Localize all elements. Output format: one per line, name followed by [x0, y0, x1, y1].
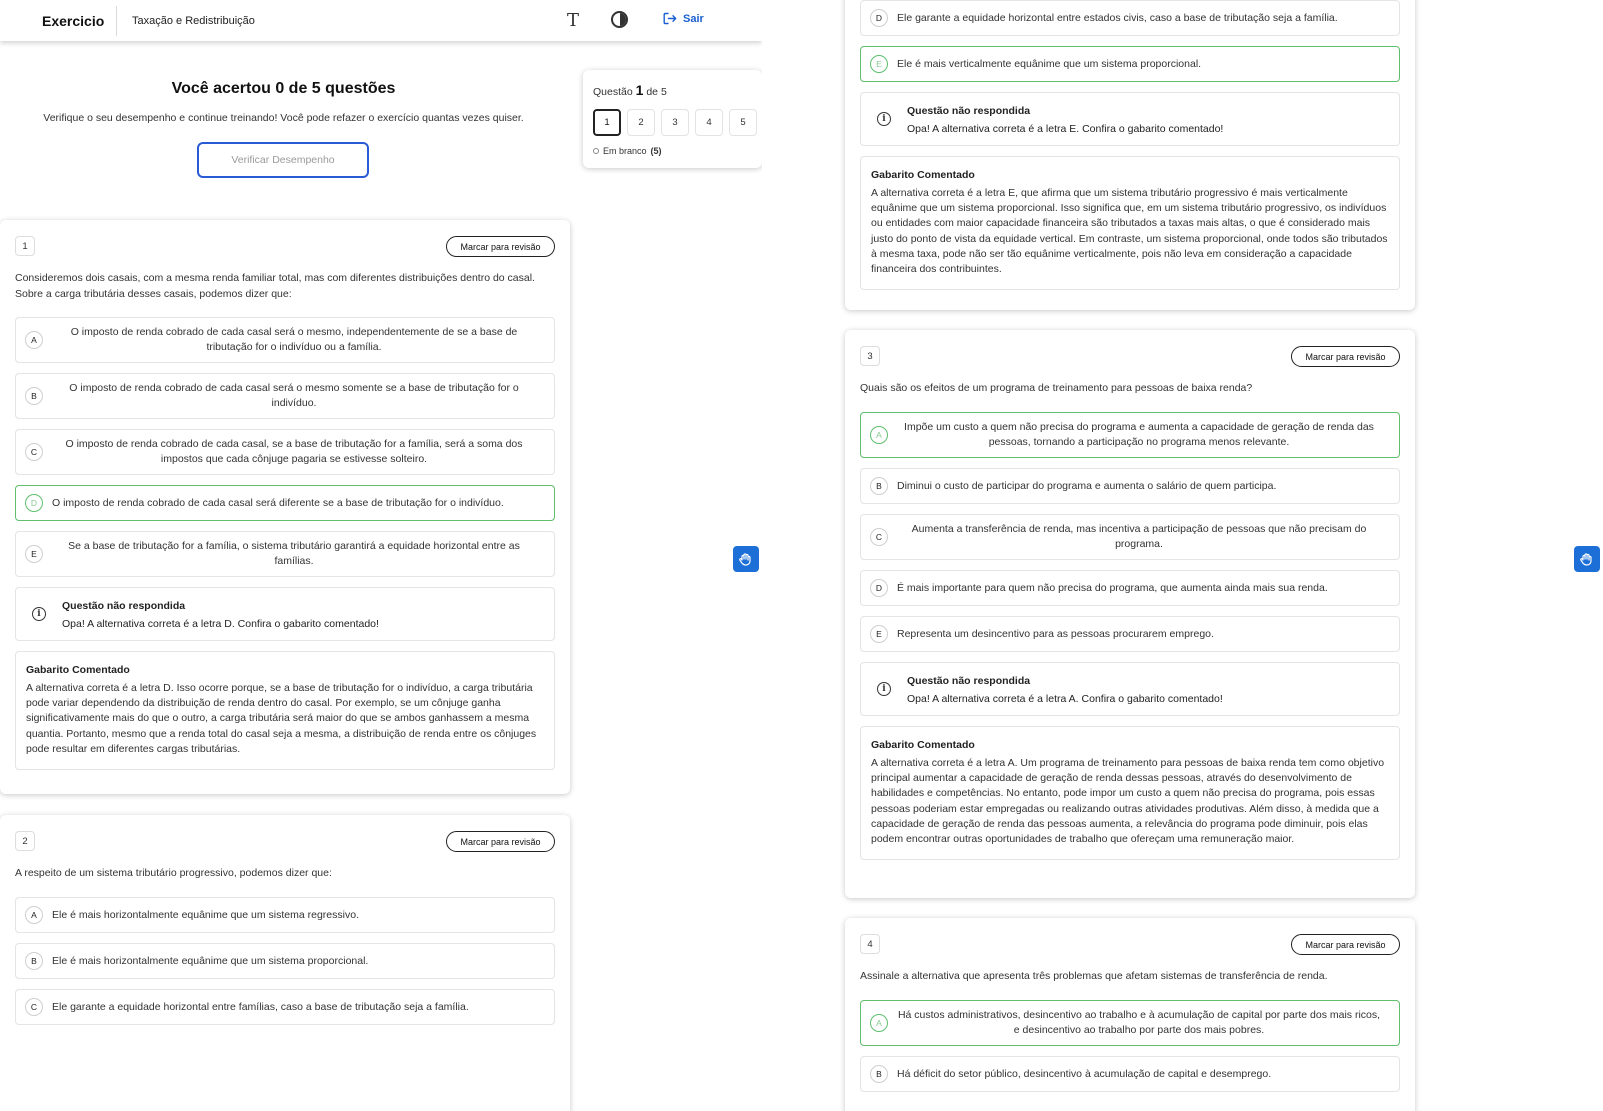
notice-title: Questão não respondida	[62, 600, 186, 612]
vlibras-hand-icon[interactable]	[733, 546, 759, 572]
question-card-2-continued	[845, 0, 1415, 310]
vlibras-hand-icon[interactable]	[1574, 546, 1600, 572]
option-text: O imposto de renda cobrado de cada casal, se a base de tributação for a família, será a soma dos impostos que cada cônjuge pagaria se estivesse solteiro.	[65, 438, 523, 465]
options-list	[860, 1000, 1400, 1092]
option-text: O imposto de renda cobrado de cada casal será diferente se a base de tributação for o indivíduo.	[52, 496, 504, 509]
option-letter: C	[870, 528, 888, 546]
result-subtitle: Verifique o seu desempenho e continue treinando! Você pode refazer o exercício quantas vezes quiser.	[43, 112, 524, 124]
explanation-text: A alternativa correta é a letra D. Isso ocorre porque, se a base de tributação for o indivíduo, a carga tributária pode variar dependendo da distribuição de renda dentro do casal. Por exemplo, se um cônjuge ganha significativamente mais do que o outro, a carga tributária será maior do que se ambos ganhassem a mesma quantia. Portanto, mesmo que a renda total do casal seja a mesma, a distribuição de renda entre os cônjuges pode resultar em diferentes cargas tributárias.	[26, 682, 537, 755]
option-a-correct[interactable]	[860, 412, 1400, 458]
exit-button[interactable]	[663, 12, 704, 25]
navigator-title	[593, 82, 667, 98]
option-a[interactable]	[15, 317, 555, 363]
legend-label: Em branco	[603, 146, 647, 156]
mark-for-review-button[interactable]: Marcar para revisão	[446, 831, 555, 852]
option-c[interactable]	[860, 514, 1400, 560]
option-b[interactable]	[15, 373, 555, 419]
option-c[interactable]	[15, 429, 555, 475]
option-text: Ele é mais horizontalmente equânime que um sistema proporcional.	[52, 954, 369, 967]
left-panel	[0, 0, 762, 1111]
answer-explanation	[860, 156, 1400, 290]
option-e[interactable]	[15, 531, 555, 577]
explanation-title: Gabarito Comentado	[871, 739, 975, 751]
question-number: 1	[15, 236, 35, 256]
option-text: Ele garante a equidade horizontal entre estados civis, caso a base de tributação seja a família.	[897, 11, 1338, 24]
question-statement: Consideremos dois casais, com a mesma renda familiar total, mas com diferentes distribuições dentro do casal. Sobre a carga tributária desses casais, podemos dizer que:	[15, 272, 535, 300]
option-c[interactable]	[15, 989, 555, 1025]
option-d[interactable]	[860, 570, 1400, 606]
option-text: Ele garante a equidade horizontal entre famílias, caso a base de tributação seja a família.	[52, 1000, 469, 1013]
legend-count: (5)	[650, 146, 662, 156]
mark-for-review-button[interactable]: Marcar para revisão	[1291, 346, 1400, 367]
option-letter: D	[870, 9, 888, 27]
notice-text: Opa! A alternativa correta é a letra A. Confira o gabarito comentado!	[907, 693, 1223, 705]
option-text: Representa um desincentivo para as pessoas procurarem emprego.	[897, 627, 1214, 640]
answer-explanation	[860, 726, 1400, 860]
option-d[interactable]	[860, 0, 1400, 36]
options-list	[15, 897, 555, 1025]
navigator-buttons	[593, 109, 757, 136]
option-letter: A	[25, 906, 43, 924]
explanation-title: Gabarito Comentado	[26, 664, 130, 676]
question-number: 2	[15, 831, 35, 851]
hand-glyph	[1579, 551, 1595, 567]
mark-for-review-button[interactable]: Marcar para revisão	[1291, 934, 1400, 955]
verify-performance-button[interactable]: Verificar Desempenho	[197, 142, 369, 178]
empty-circle-icon	[593, 148, 599, 154]
option-text: Há custos administrativos, desincentivo ao trabalho e à acumulação de capital por parte dos mais ricos, e desincentivo ao trabalho por parte dos mais pobres.	[897, 1009, 1381, 1036]
question-statement: A respeito de um sistema tributário progressivo, podemos dizer que:	[15, 867, 332, 879]
top-navbar	[0, 0, 762, 41]
question-statement: Assinale a alternativa que apresenta três problemas que afetam sistemas de transferência de renda.	[860, 970, 1328, 982]
mark-for-review-button[interactable]: Marcar para revisão	[446, 236, 555, 257]
option-text: O imposto de renda cobrado de cada casal será o mesmo, independentemente de se a base de tributação for o indivíduo ou a família.	[70, 326, 518, 353]
nav-question-3[interactable]: 3	[661, 109, 689, 136]
option-b[interactable]	[15, 943, 555, 979]
question-card-1	[0, 220, 570, 794]
option-text: Ele é mais horizontalmente equânime que um sistema regressivo.	[52, 908, 359, 921]
option-text: Há déficit do setor público, desincentivo à acumulação de capital e desemprego.	[897, 1067, 1272, 1080]
option-letter: E	[25, 545, 43, 563]
brand-title[interactable]: Exercicio	[42, 12, 105, 29]
question-navigator	[583, 70, 762, 168]
info-icon: i	[877, 112, 891, 126]
option-b[interactable]	[860, 1056, 1400, 1092]
option-letter: A	[25, 331, 43, 349]
exit-label: Sair	[683, 12, 704, 25]
explanation-text: A alternativa correta é a letra E, que afirma que um sistema tributário progressivo é mais verticalmente equânime que um sistema proporcional. Isso significa que, em um sistema tributário progressivo, os indivíduos ou entidades com maior capacidade financeira são tributados a taxas mais altas, o que é considerado mais justo do ponto de vista da equidade vertical. Em contraste, um sistema proporcional, onde todos são tributados à mesma taxa, pode não ser tão equânime verticalmente, pois não leva em consideração a capacidade financeira dos contribuintes.	[871, 187, 1388, 276]
nav-question-1[interactable]: 1	[593, 109, 621, 136]
navigator-legend	[593, 146, 662, 156]
option-letter: D	[870, 579, 888, 597]
navigator-current: 1	[635, 82, 644, 98]
course-title: Taxação e Redistribuição	[132, 14, 255, 27]
option-letter: B	[870, 477, 888, 495]
hand-glyph	[738, 551, 754, 567]
text-size-icon[interactable]: T	[567, 10, 580, 31]
logout-icon	[663, 12, 677, 25]
unanswered-notice	[860, 662, 1400, 716]
contrast-icon[interactable]	[611, 11, 628, 28]
navigator-suffix: de 5	[646, 86, 667, 98]
option-a[interactable]	[15, 897, 555, 933]
options-list	[860, 412, 1400, 860]
notice-text: Opa! A alternativa correta é a letra D. Confira o gabarito comentado!	[62, 618, 379, 630]
nav-question-4[interactable]: 4	[695, 109, 723, 136]
question-statement: Quais são os efeitos de um programa de treinamento para pessoas de baixa renda?	[860, 382, 1253, 394]
info-icon: i	[32, 607, 46, 621]
option-text: É mais importante para quem não precisa do programa, que aumenta ainda mais sua renda.	[897, 581, 1328, 594]
option-letter: E	[870, 55, 888, 73]
option-letter: C	[25, 443, 43, 461]
option-letter: D	[25, 494, 43, 512]
option-text: O imposto de renda cobrado de cada casal será o mesmo somente se a base de tributação for o indivíduo.	[69, 382, 519, 409]
question-number: 4	[860, 934, 880, 954]
option-e-correct[interactable]	[860, 46, 1400, 82]
nav-question-5[interactable]: 5	[729, 109, 757, 136]
option-text: Diminui o custo de participar do programa e aumenta o salário de quem participa.	[897, 479, 1277, 492]
option-text: Ele é mais verticalmente equânime que um sistema proporcional.	[897, 57, 1202, 70]
explanation-title: Gabarito Comentado	[871, 169, 975, 181]
option-letter: B	[870, 1065, 888, 1083]
option-letter: E	[870, 625, 888, 643]
option-d-correct[interactable]	[15, 485, 555, 521]
option-text: Se a base de tributação for a família, o sistema tributário garantirá a equidade horizontal entre as famílias.	[68, 540, 520, 567]
info-icon: i	[877, 682, 891, 696]
header-divider	[116, 6, 117, 36]
unanswered-notice	[15, 587, 555, 641]
question-card-3	[845, 330, 1415, 898]
unanswered-notice	[860, 92, 1400, 146]
option-letter: A	[870, 1014, 888, 1032]
option-letter: B	[25, 387, 43, 405]
option-e[interactable]	[860, 616, 1400, 652]
option-letter: C	[25, 998, 43, 1016]
notice-title: Questão não respondida	[907, 675, 1031, 687]
option-letter: A	[870, 426, 888, 444]
notice-title: Questão não respondida	[907, 105, 1031, 117]
nav-question-2[interactable]: 2	[627, 109, 655, 136]
options-list	[860, 0, 1400, 290]
right-panel	[820, 0, 1603, 1111]
answer-explanation	[15, 651, 555, 770]
question-card-2	[0, 815, 570, 1111]
option-letter: B	[25, 952, 43, 970]
option-text: Aumenta a transferência de renda, mas incentiva a participação de pessoas que não precisam do programa.	[911, 523, 1367, 550]
question-number: 3	[860, 346, 880, 366]
explanation-text: A alternativa correta é a letra A. Um programa de treinamento para pessoas de baixa renda tem como objetivo principal aumentar a capacidade de geração de renda dessas pessoas, através do desenvolvimento de habilidades e competências. No entanto, pode impor um custo a quem não precisa do programa, pois essas pessoas poderiam estar empregadas ou realizando outras atividades produtivas. Além disso, à medida que a capacidade de geração de renda das pessoas aumenta, a relevância do programa pode diminuir, pois elas podem encontrar outras oportunidades de trabalho que ofereçam uma remuneração maior.	[871, 757, 1385, 846]
options-list	[15, 317, 555, 770]
navigator-prefix: Questão	[593, 86, 633, 98]
question-card-4	[845, 918, 1415, 1111]
option-b[interactable]	[860, 468, 1400, 504]
result-summary	[0, 80, 567, 124]
notice-text: Opa! A alternativa correta é a letra E. Confira o gabarito comentado!	[907, 123, 1224, 135]
option-text: Impõe um custo a quem não precisa do programa e aumenta a capacidade de geração de renda das pessoas, tornando a participação no programa menos relevante.	[904, 421, 1374, 448]
result-title: Você acertou 0 de 5 questões	[171, 80, 396, 97]
option-a-correct[interactable]	[860, 1000, 1400, 1046]
